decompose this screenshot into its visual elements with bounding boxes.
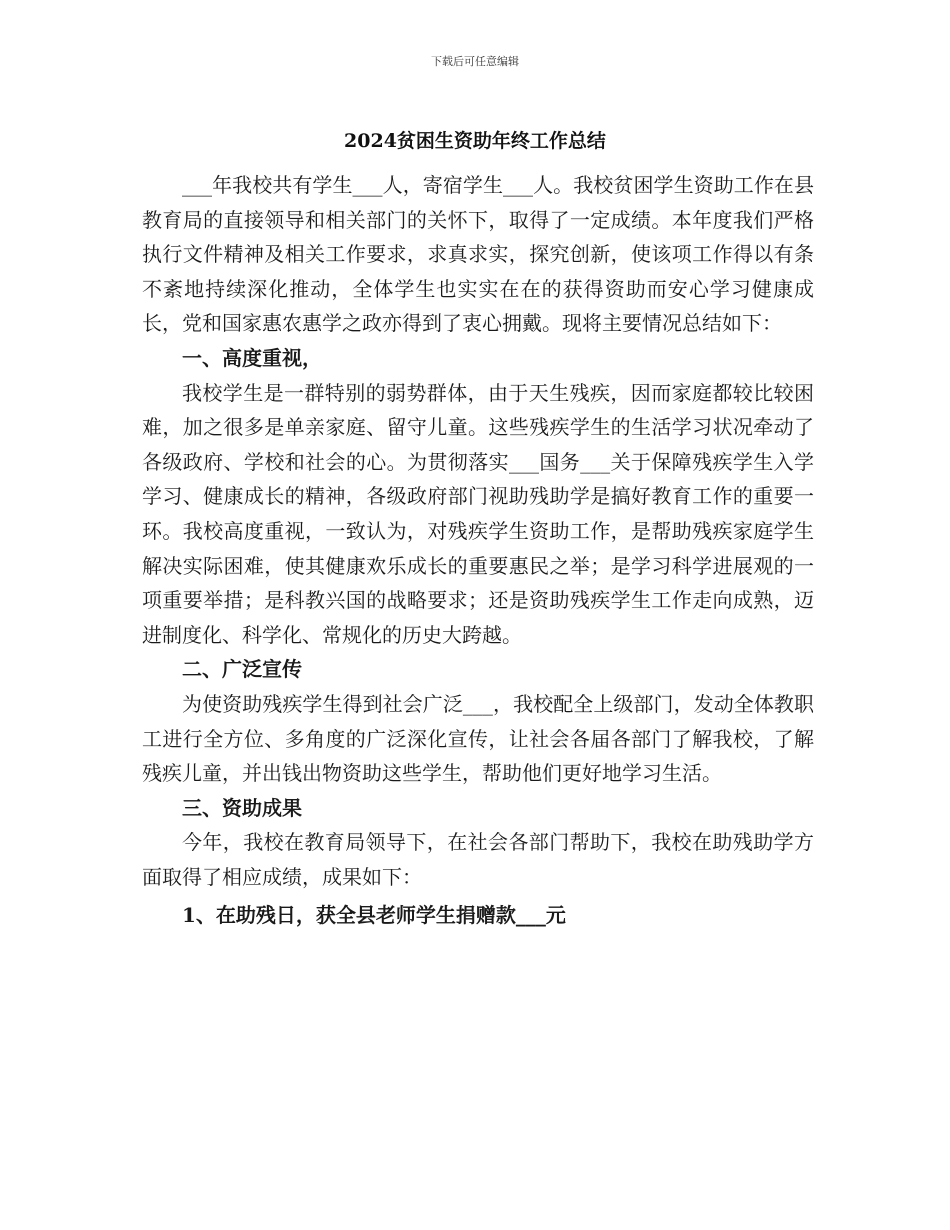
section-heading-2: 二、广泛宣传 — [182, 657, 302, 682]
document-title: 2024贫困生资助年终工作总结 — [344, 130, 606, 152]
result-item-1: 1、在助残日，获全县老师学生捐赠款___元 — [182, 903, 566, 928]
intro-paragraph: ___年我校共有学生___人，寄宿学生___人。我校贫困学生资助工作在县教育局的直接领导和相关部门的关怀下，取得了一定成绩。本年度我们严格执行文件精神及相关工作要求，求真求实，探究创新，使该项工作得以有条不紊地持续深化推动，全体学生也实实在在的获得资助而安心学习健康成长，党和国家惠农惠学之政亦得到了衷心拥戴。现将主要情况总结如下： — [142, 173, 814, 336]
section-paragraph-2: 为使资助残疾学生得到社会广泛___，我校配全上级部门，发动全体教职工进行全方位、多角度的广泛深化宣传，让社会各届各部门了解我校，了解残疾儿童，并出钱出物资助这些学生，帮助他们更好地学习生活。 — [142, 691, 814, 786]
section-heading-1: 一、高度重视， — [182, 345, 322, 370]
section-paragraph-1: 我校学生是一群特别的弱势群体，由于天生残疾，因而家庭都较比较困难，加之很多是单亲家庭、留守儿童。这些残疾学生的生活学习状况牵动了各级政府、学校和社会的心。为贯彻落实___国务___关于保障残疾学生入学学习、健康成长的精神，各级政府部门视助残助学是搞好教育工作的重要一环。我校高度重视，一致认为，对残疾学生资助工作，是帮助残疾家庭学生解决实际困难，使其健康欢乐成长的重要惠民之举；是学习科学进展观的一项重要举措；是科教兴国的战略要求；还是资助残疾学生工作走向成熟，迈进制度化、科学化、常规化的历史大跨越。 — [142, 380, 814, 647]
page-header-note: 下载后可任意编辑 — [431, 55, 519, 68]
document-body — [142, 168, 814, 933]
section-heading-3: 三、资助成果 — [182, 795, 302, 820]
section-paragraph-3: 今年，我校在教育局领导下，在社会各部门帮助下，我校在助残助学方面取得了相应成绩，成果如下： — [142, 830, 814, 889]
